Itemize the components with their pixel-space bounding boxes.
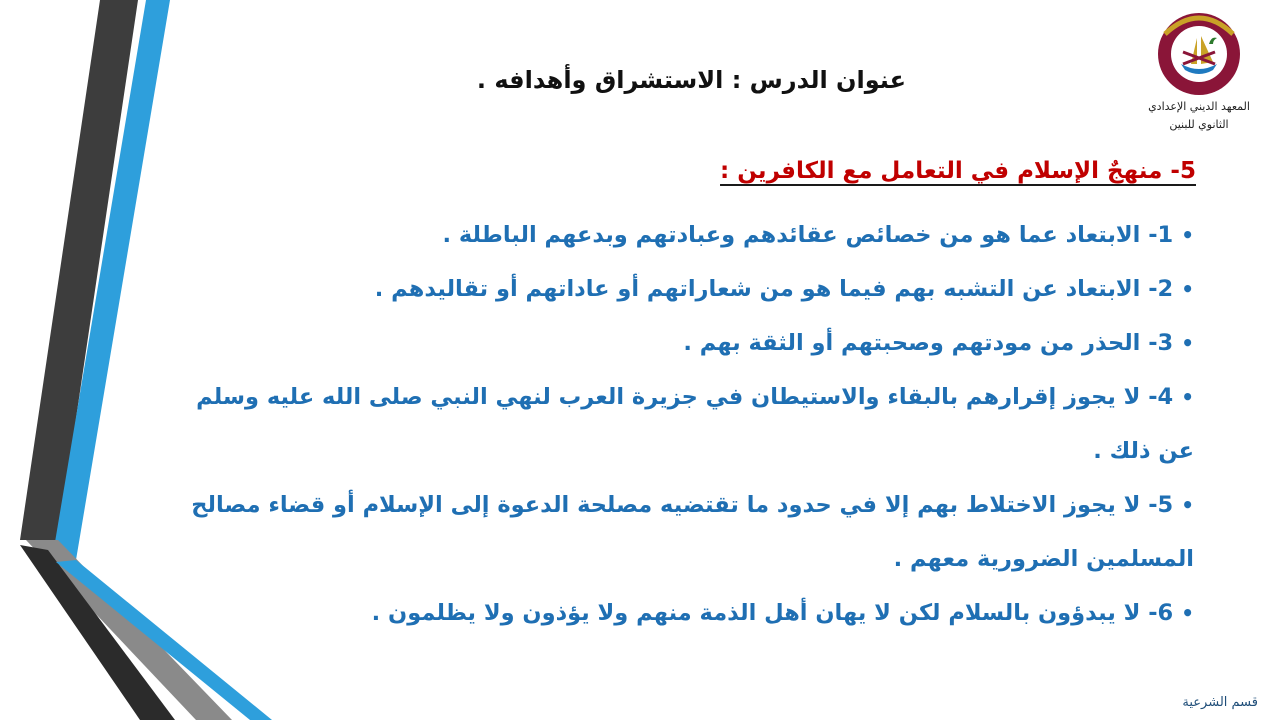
list-item — [154, 208, 1194, 262]
qatar-emblem-icon — [1151, 6, 1247, 98]
footer-department: قسم الشرعية — [1182, 695, 1258, 710]
lesson-title: عنوان الدرس : الاستشراق وأهدافه . — [476, 66, 906, 94]
school-name-line2: الثانوي للبنين — [1169, 118, 1229, 131]
bullet-icon: • — [1181, 601, 1194, 625]
points-list — [154, 208, 1194, 640]
point-text: 1- الابتعاد عما هو من خصائص عقائدهم وعبادتهم وبدعهم الباطلة . — [442, 222, 1174, 248]
bullet-icon: • — [1181, 277, 1194, 301]
point-text: 3- الحذر من مودتهم وصحبتهم أو الثقة بهم . — [683, 330, 1174, 356]
bullet-icon: • — [1181, 331, 1194, 355]
bullet-icon: • — [1181, 385, 1194, 409]
list-item — [154, 586, 1194, 640]
point-text: 6- لا يبدؤون بالسلام لكن لا يهان أهل الذمة منهم ولا يؤذون ولا يظلمون . — [371, 600, 1174, 626]
list-item — [154, 316, 1194, 370]
school-name-line1: المعهد الديني الإعدادي — [1148, 100, 1250, 113]
ministry-logo-block — [1140, 6, 1258, 134]
section-heading: 5- منهجٌ الإسلام في التعامل مع الكافرين : — [720, 158, 1196, 184]
point-text: 5- لا يجوز الاختلاط بهم إلا في حدود ما تقتضيه مصلحة الدعوة إلى الإسلام أو قضاء مصالح المسلمين الضرورية معهم . — [191, 492, 1194, 572]
point-text: 4- لا يجوز إقرارهم بالبقاء والاستيطان في جزيرة العرب لنهي النبي صلى الله عليه وسلم عن ذلك . — [196, 384, 1194, 464]
list-item — [154, 370, 1194, 478]
bullet-icon: • — [1181, 493, 1194, 517]
point-text: 2- الابتعاد عن التشبه بهم فيما هو من شعاراتهم أو عاداتهم أو تقاليدهم . — [374, 276, 1174, 302]
list-item — [154, 262, 1194, 316]
bullet-icon: • — [1181, 223, 1194, 247]
list-item — [154, 478, 1194, 586]
